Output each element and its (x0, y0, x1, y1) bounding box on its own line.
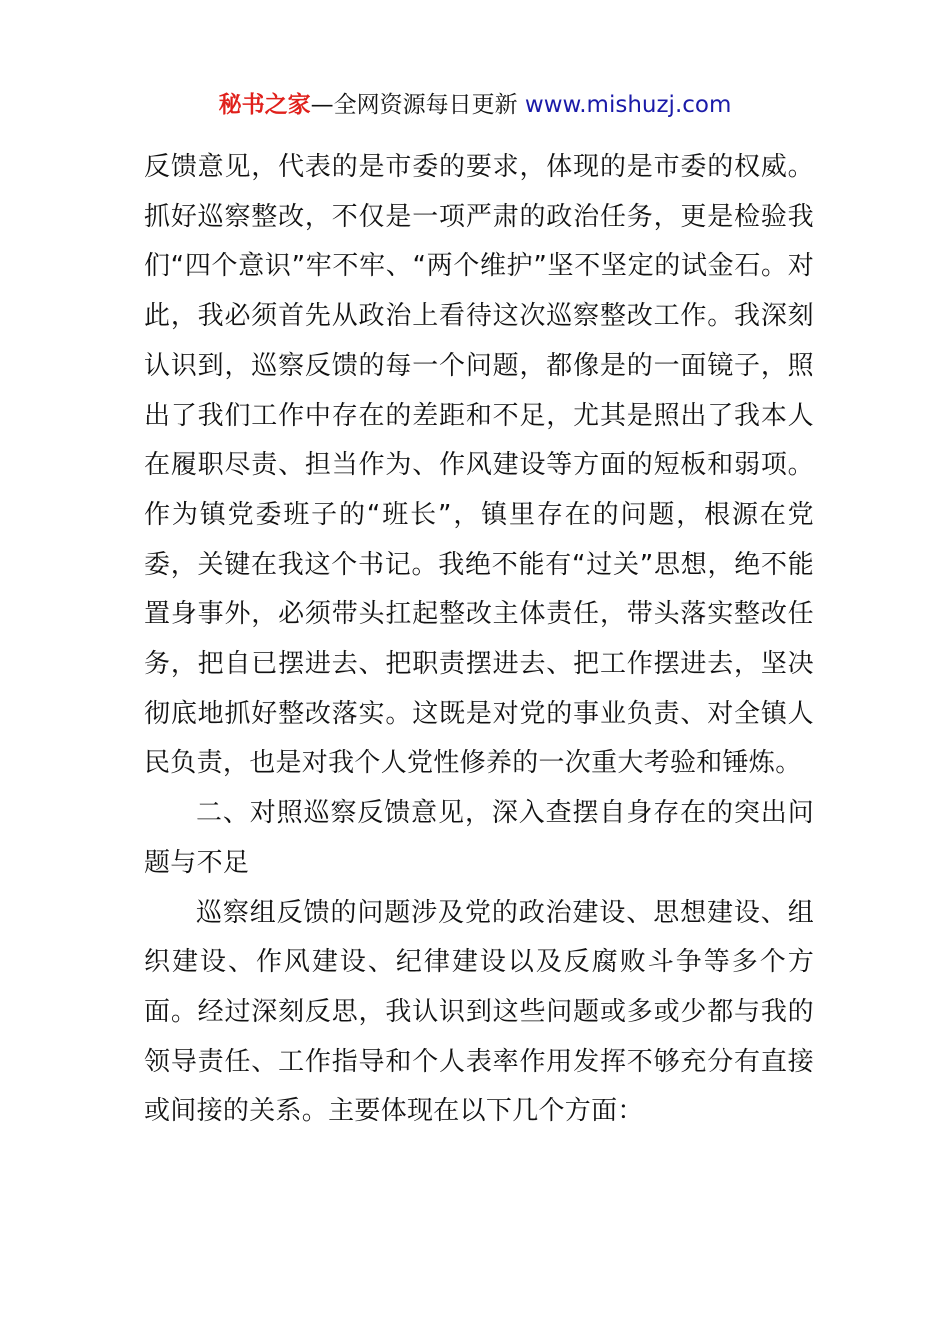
header-brand: 秘书之家 (218, 92, 311, 118)
body-paragraph-2: 巡察组反馈的问题涉及党的政治建设、思想建设、组织建设、作风建设、纪律建设以及反腐败斗争等多个方面。经过深刻反思，我认识到这些问题或多或少都与我的领导责任、工作指导和个人表率作用发挥不够充分有直接或间接的关系。主要体现在以下几个方面： (144, 897, 814, 1127)
header-url-link[interactable]: www.mishuzj.com (524, 92, 732, 118)
document-body (144, 143, 814, 1137)
page-header (0, 88, 950, 122)
section-heading-2: 二、对照巡察反馈意见，深入查摆自身存在的突出问题与不足 (144, 798, 814, 878)
header-tagline: —全网资源每日更新 (310, 92, 518, 118)
body-paragraph-1: 反馈意见，代表的是市委的要求，体现的是市委的权威。抓好巡察整改，不仅是一项严肃的政治任务，更是检验我们“四个意识”牢不牢、“两个维护”坚不坚定的试金石。对此，我必须首先从政治上看待这次巡察整改工作。我深刻认识到，巡察反馈的每一个问题，都像是的一面镜子，照出了我们工作中存在的差距和不足，尤其是照出了我本人在履职尽责、担当作为、作风建设等方面的短板和弱项。作为镇党委班子的“班长”，镇里存在的问题，根源在党委，关键在我这个书记。我绝不能有“过关”思想，绝不能置身事外，必须带头扛起整改主体责任，带头落实整改任务，把自已摆进去、把职责摆进去、把工作摆进去，坚决彻底地抓好整改落实。这既是对党的事业负责、对全镇人民负责，也是对我个人党性修养的一次重大考验和锤炼。 (144, 152, 814, 779)
